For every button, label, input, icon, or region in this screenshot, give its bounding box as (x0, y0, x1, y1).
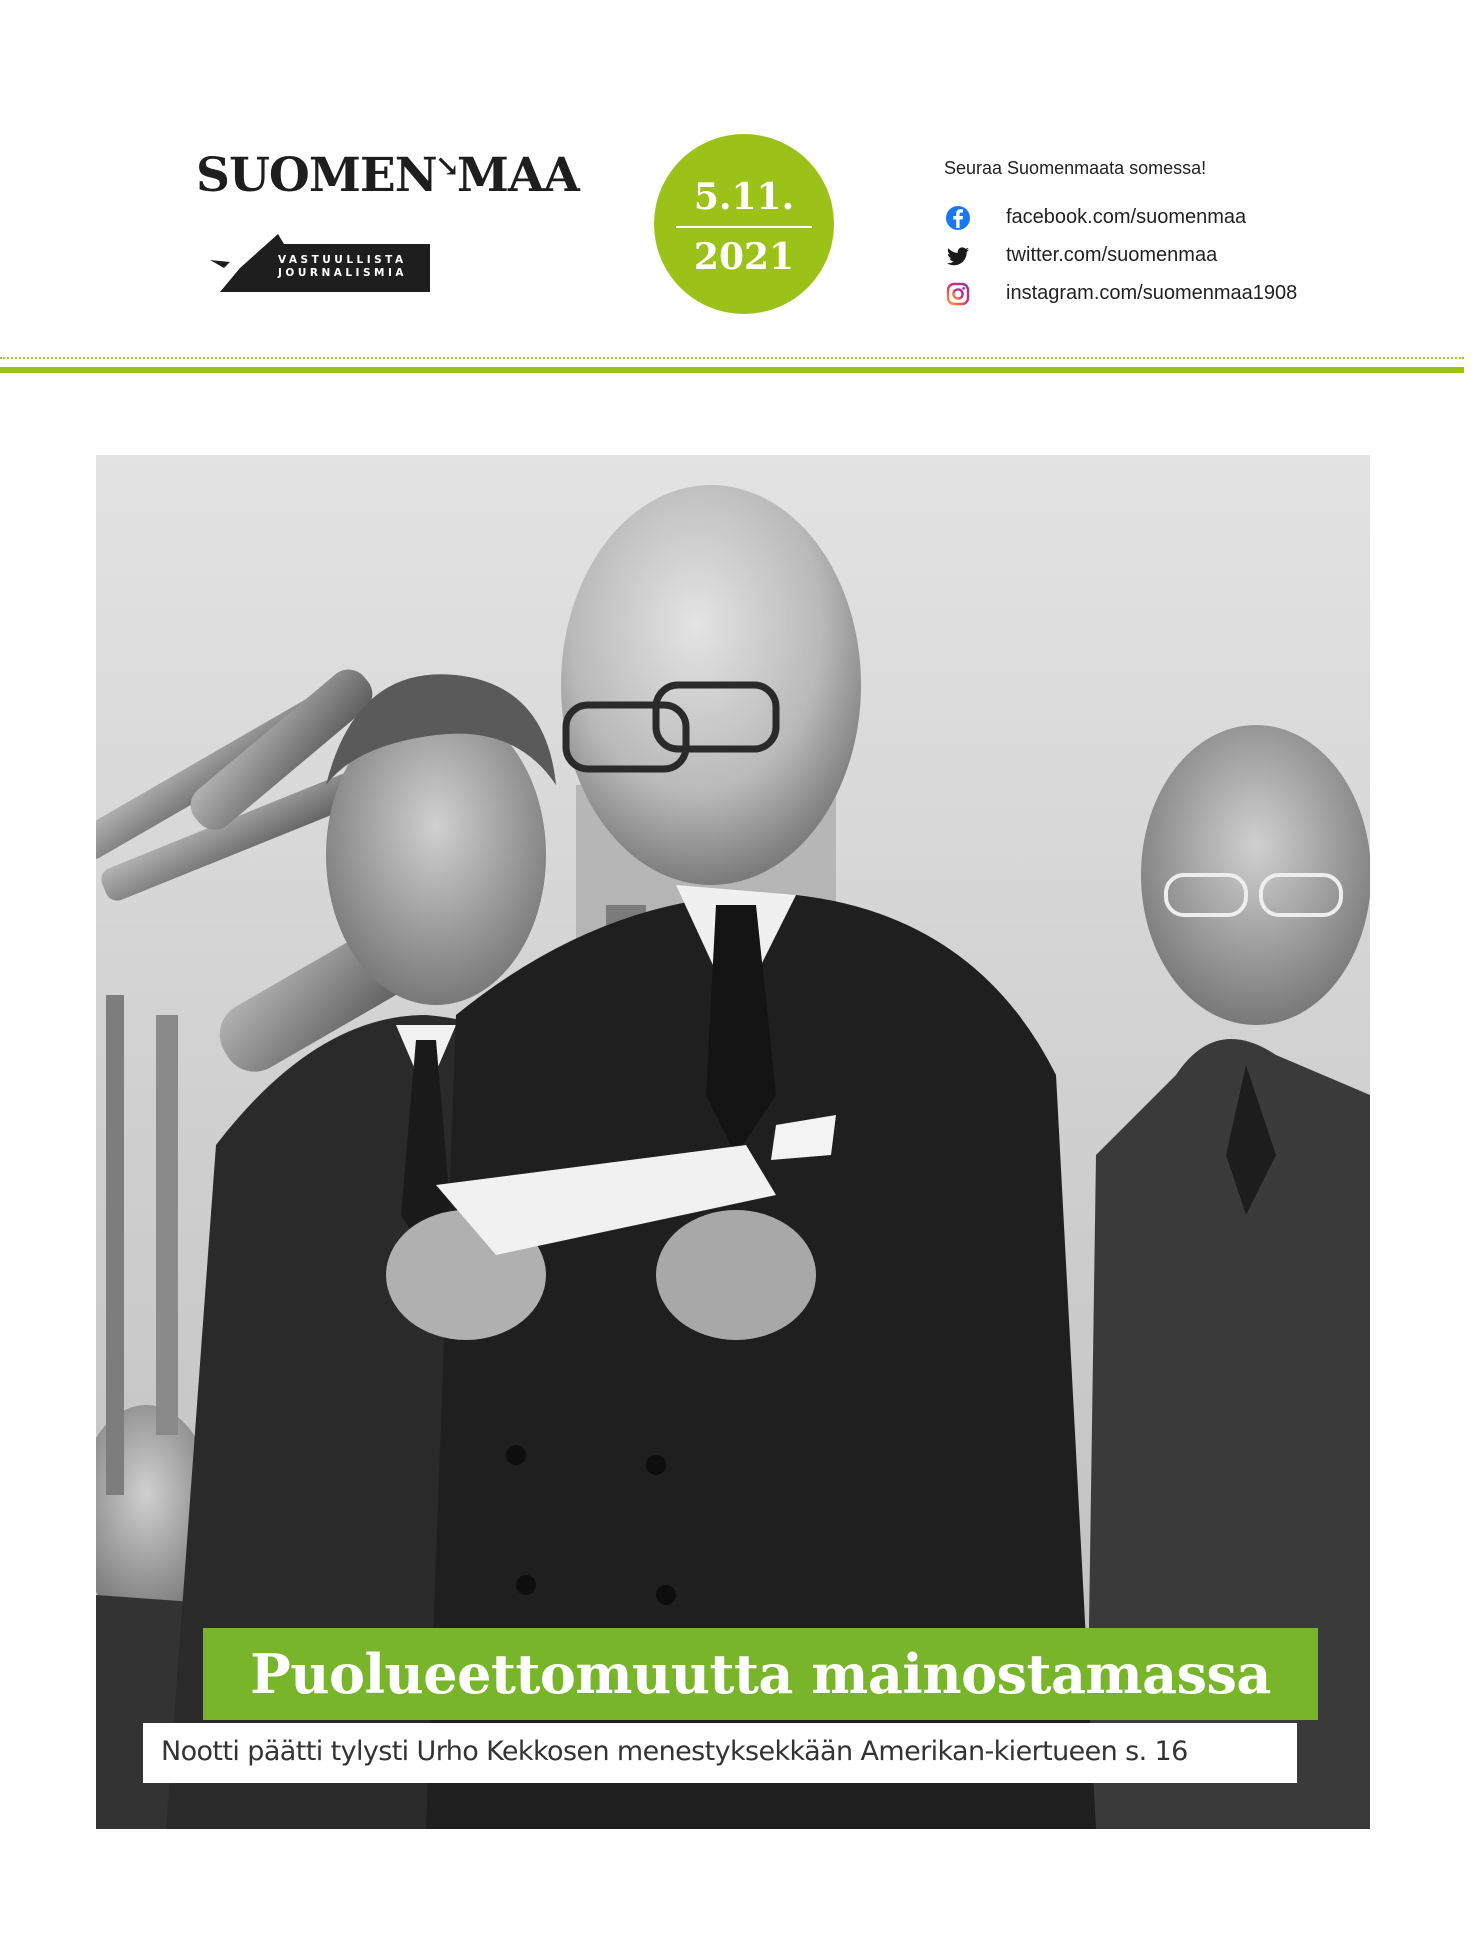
header-dotted-divider (0, 357, 1464, 359)
badge-line-2: JOURNALISMIA (278, 267, 407, 279)
badge-line-1: VASTUULLISTA (278, 254, 407, 266)
issue-date-badge (654, 134, 834, 314)
cover-subhead: Nootti päätti tylysti Urho Kekkosen menestyksekkään Amerikan-kiertueen s. 16 (161, 1736, 1188, 1767)
masthead-logo (196, 148, 579, 203)
date-divider (676, 226, 812, 228)
cover-photo (96, 455, 1370, 1829)
subhead-banner (143, 1723, 1297, 1783)
header-green-rule (0, 367, 1464, 373)
twitter-icon (944, 242, 972, 270)
cover-photo-illustration (96, 455, 1370, 1829)
masthead-name-part1: SUOMEN (196, 148, 437, 203)
issue-date-year: 2021 (693, 236, 795, 278)
bird-icon: ↘ (434, 149, 459, 184)
masthead-name-part2: MAA (456, 148, 579, 203)
issue-date-day-month: 5.11. (693, 176, 795, 218)
instagram-icon (944, 280, 972, 308)
facebook-link-label[interactable]: facebook.com/suomenmaa (1006, 206, 1247, 228)
cover-headline: Puolueettomuutta mainostamassa (250, 1642, 1271, 1706)
twitter-link-label[interactable]: twitter.com/suomenmaa (1006, 244, 1218, 266)
instagram-link-label[interactable]: instagram.com/suomenmaa1908 (1006, 282, 1298, 304)
responsible-journalism-badge (210, 232, 430, 294)
headline-banner (203, 1628, 1318, 1720)
social-title: Seuraa Suomenmaata somessa! (944, 158, 1207, 178)
facebook-icon (944, 204, 972, 232)
